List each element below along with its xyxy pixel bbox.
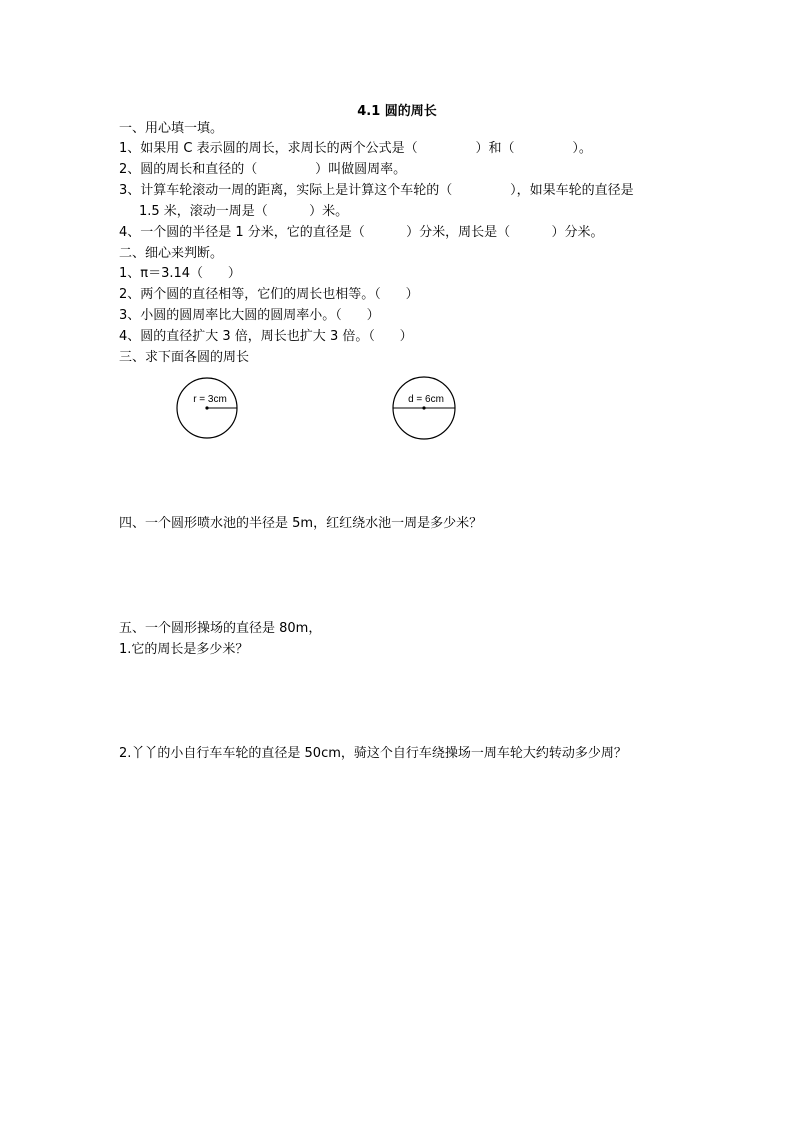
section-5-heading: 五、一个圆形操场的直径是 80m， xyxy=(119,621,322,636)
circle-1-label: r = 3cm xyxy=(193,394,227,405)
question-1-3: 3、计算车轮滚动一周的距离，实际上是计算这个车轮的（ ），如果车轮的直径是 xyxy=(119,183,634,198)
question-2-3: 3、小圆的圆周率比大圆的圆周率小。（ ） xyxy=(119,308,380,323)
section-4-heading: 四、一个圆形喷水池的半径是 5m，红红绕水池一周是多少米？ xyxy=(119,516,483,531)
question-1-2: 2、圆的周长和直径的（ ）叫做圆周率。 xyxy=(119,162,407,177)
question-5-1: 1.它的周长是多少米？ xyxy=(119,642,249,657)
section-2-heading: 二、细心来判断。 xyxy=(119,246,224,261)
circle-1-center xyxy=(205,406,208,409)
circle-radius-figure xyxy=(172,372,246,444)
circle-2-label: d = 6cm xyxy=(408,394,444,405)
question-1-4: 4、一个圆的半径是 1 分米，它的直径是（ ）分米，周长是（ ）分米。 xyxy=(119,225,604,240)
question-2-1: 1、π＝3.14（ ） xyxy=(119,266,241,281)
circle-diameter-figure xyxy=(388,372,462,444)
question-1-1: 1、如果用 C 表示圆的周长，求周长的两个公式是（ ）和（ ）。 xyxy=(119,141,592,156)
section-1-heading: 一、用心填一填。 xyxy=(119,121,224,136)
question-5-2: 2.丫丫的小自行车车轮的直径是 50cm，骑这个自行车绕操场一周车轮大约转动多少周？ xyxy=(119,746,627,761)
section-3-heading: 三、求下面各圆的周长 xyxy=(119,350,250,365)
page-title: 4.1 圆的周长 xyxy=(357,104,437,119)
circle-2-center xyxy=(422,406,425,409)
question-1-3-continued: 1.5 米，滚动一周是（ ）米。 xyxy=(139,204,349,219)
question-2-2: 2、两个圆的直径相等，它们的周长也相等。（ ） xyxy=(119,287,419,302)
question-2-4: 4、圆的直径扩大 3 倍，周长也扩大 3 倍。（ ） xyxy=(119,329,413,344)
